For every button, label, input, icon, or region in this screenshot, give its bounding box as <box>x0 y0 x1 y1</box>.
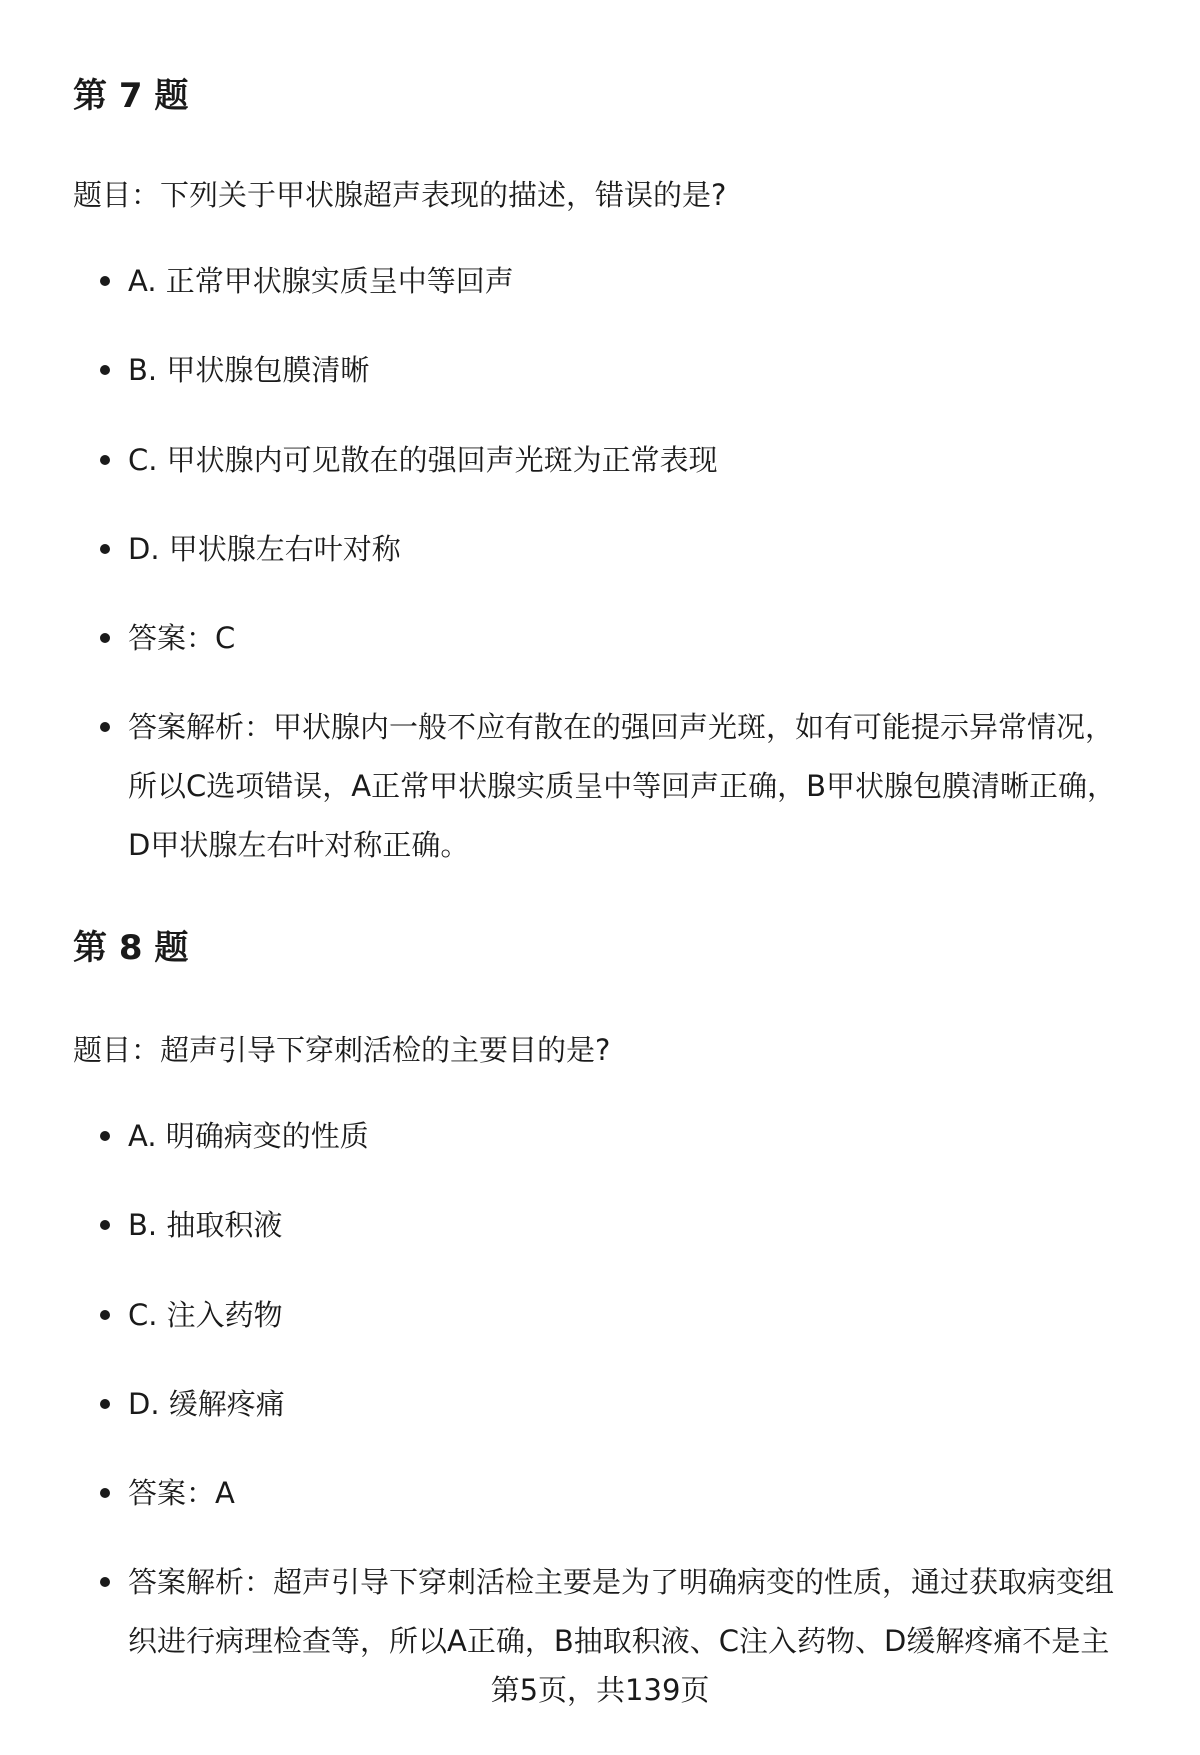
question-8-text: 题目：超声引导下穿刺活检的主要目的是? <box>73 1033 611 1067</box>
option-label: A. 明确病变的性质 <box>128 1119 369 1153</box>
option-label: B. 甲状腺包膜清晰 <box>128 353 370 387</box>
bullet-icon <box>100 544 110 554</box>
question-7-answer <box>100 609 1140 668</box>
question-8-analysis <box>100 1553 1140 1671</box>
bullet-icon <box>100 1488 110 1498</box>
option-label: C. 甲状腺内可见散在的强回声光斑为正常表现 <box>128 443 718 477</box>
bullet-icon <box>100 1220 110 1230</box>
option-label: B. 抽取积液 <box>128 1208 283 1242</box>
bullet-icon <box>100 1131 110 1141</box>
option-label: D. 甲状腺左右叶对称 <box>128 532 401 566</box>
option-label: D. 缓解疼痛 <box>128 1387 285 1421</box>
question-8-option-c <box>100 1286 1140 1345</box>
bullet-icon <box>100 455 110 465</box>
bullet-icon <box>100 722 110 732</box>
option-label: C. 注入药物 <box>128 1298 283 1332</box>
bullet-icon <box>100 1399 110 1409</box>
question-7-option-d <box>100 520 1140 579</box>
question-8-option-d <box>100 1375 1140 1434</box>
question-8-answer <box>100 1464 1140 1523</box>
bullet-icon <box>100 633 110 643</box>
bullet-icon <box>100 1310 110 1320</box>
analysis-text: 答案解析：甲状腺内一般不应有散在的强回声光斑，如有可能提示异常情况，所以C选项错误，A正常甲状腺实质呈中等回声正确，B甲状腺包膜清晰正确，D甲状腺左右叶对称正确。 <box>128 710 1116 862</box>
option-label: A. 正常甲状腺实质呈中等回声 <box>128 264 514 298</box>
question-8-option-a <box>100 1107 1140 1166</box>
answer-label: 答案：A <box>128 1476 235 1510</box>
bullet-icon <box>100 276 110 286</box>
bullet-icon <box>100 1577 110 1587</box>
answer-label: 答案：C <box>128 621 236 655</box>
bullet-icon <box>100 365 110 375</box>
question-8-heading: 第 8 题 <box>73 928 189 968</box>
page-number-footer: 第5页，共139页 <box>490 1673 710 1707</box>
question-7-heading: 第 7 题 <box>73 76 189 116</box>
question-7-option-b <box>100 341 1140 400</box>
question-7-option-a <box>100 252 1140 311</box>
question-8-option-b <box>100 1196 1140 1255</box>
analysis-text: 答案解析：超声引导下穿刺活检主要是为了明确病变的性质，通过获取病变组织进行病理检查等，所以A正确，B抽取积液、C注入药物、D缓解疼痛不是主 <box>128 1565 1115 1658</box>
question-7-text: 题目：下列关于甲状腺超声表现的描述，错误的是? <box>73 178 727 212</box>
question-7-analysis <box>100 698 1140 875</box>
question-7-option-c <box>100 431 1140 490</box>
